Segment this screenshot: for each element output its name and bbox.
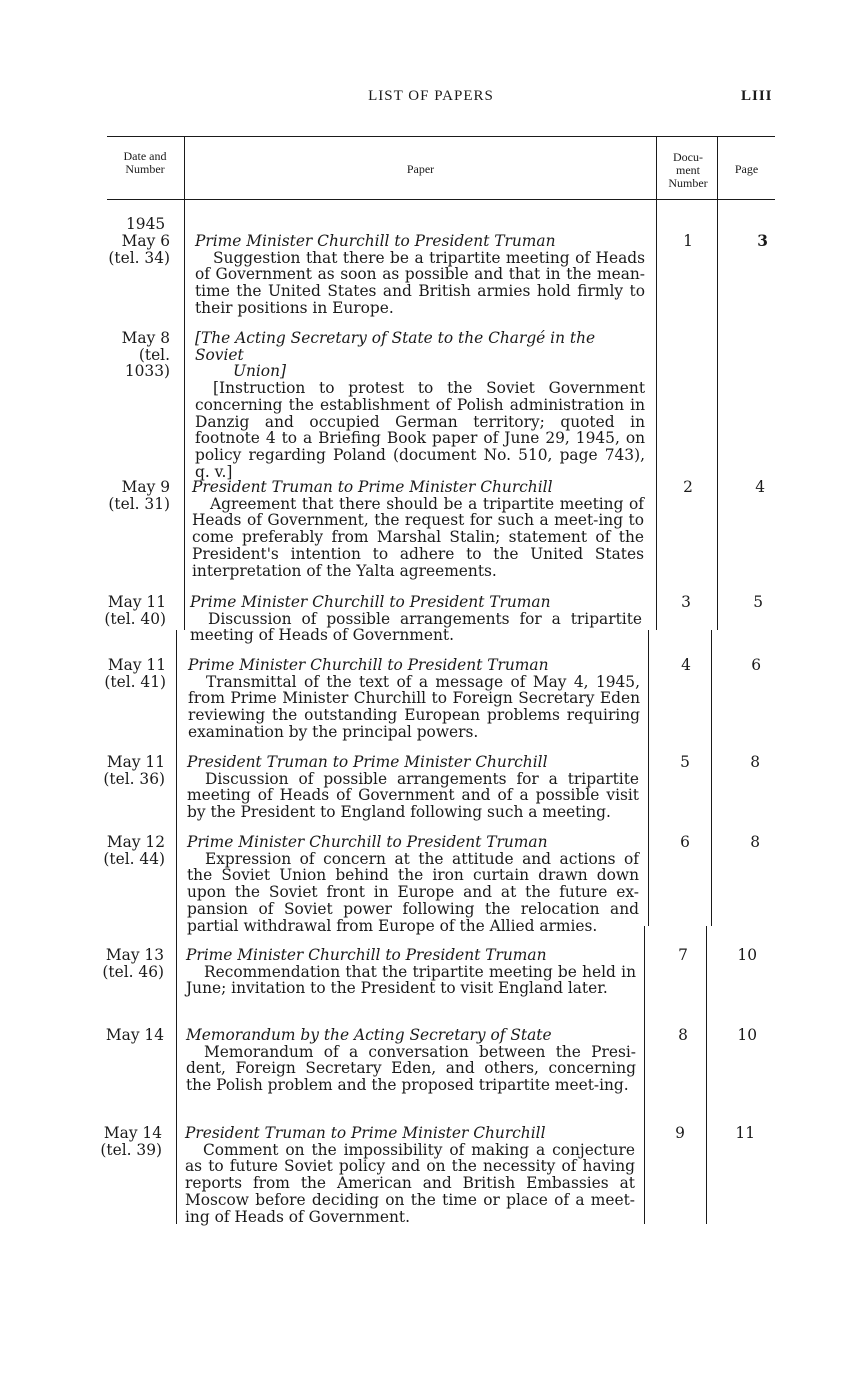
- entry-date-line: (tel. 36): [103, 769, 165, 788]
- entry-date: [108, 233, 170, 266]
- entry-title: Memorandum by the Acting Secretary of State: [186, 1026, 552, 1044]
- entry-description: Suggestion that there be a tripartite meeting of Heads of Government as soon as possible and that in the mean-time the United States and British armies hold firmly to their positions in Europe.: [195, 248, 645, 317]
- entry-title: President Truman to Prime Minister Churchill: [187, 753, 548, 771]
- entry-description: Expression of concern at the attitude and actions of the Soviet Union behind the iron curtain drawn down upon the Soviet front in Europe and at the future ex-pansion of Soviet power following the relocation and partial withdrawal from Europe of the Allied armies.: [187, 849, 639, 935]
- column-divider-paper: [656, 137, 657, 199]
- column-header-page: Page: [734, 162, 759, 176]
- entry-date-line: May 14: [105, 1026, 164, 1044]
- running-title: LIST OF PAPERS: [368, 88, 494, 104]
- entry-date: [102, 947, 164, 980]
- entry-description: Transmittal of the text of a message of May 4, 1945, from Prime Minister Churchill to Foreign Secretary Eden reviewing the outstanding European problems requiring examination by the principal powers.: [188, 672, 640, 741]
- entry-title: Prime Minister Churchill to President Truman: [187, 833, 548, 851]
- entry-page-number: 6: [751, 656, 761, 674]
- entry-date: [104, 657, 166, 690]
- entry-date-line: (tel. 41): [104, 672, 166, 691]
- entry-title: President Truman to Prime Minister Churchill: [185, 1124, 546, 1142]
- entry-paper: [185, 1125, 635, 1225]
- entry-paper: [186, 1027, 636, 1094]
- column-divider-paper-body: [656, 200, 657, 630]
- entry-page-number: 5: [753, 593, 763, 611]
- table-top-rule: [107, 136, 775, 137]
- entry-page-number: 8: [750, 833, 760, 851]
- entry-date-line: May 6: [121, 232, 170, 250]
- table-header-rule: [107, 199, 775, 200]
- entry-title: Prime Minister Churchill to President Truman: [190, 593, 551, 611]
- entry-paper: [188, 657, 640, 741]
- entry-date-line: (tel. 44): [103, 849, 165, 868]
- entry-description: Comment on the impossibility of making a conjecture as to future Soviet policy and on the necessity of having reports from the American and British Embassies at Moscow before deciding on the time or place of a meet-ing of Heads of Government.: [185, 1140, 635, 1226]
- entry-date-line: (tel. 46): [102, 962, 164, 981]
- entry-description: Discussion of possible arrangements for a tripartite meeting of Heads of Government and of a possible visit by the President to England following such a meeting.: [187, 769, 639, 822]
- column-header-paper: Paper: [406, 162, 435, 176]
- entry-document-number: 3: [681, 593, 691, 611]
- entry-document-number: 7: [678, 946, 688, 964]
- entry-page-number: 11: [735, 1124, 755, 1142]
- column-divider-paper-body-2: [648, 630, 649, 926]
- entry-paper: [195, 330, 645, 480]
- entry-page-number: 10: [737, 1026, 757, 1044]
- entry-document-number: 5: [680, 753, 690, 771]
- year-label: 1945: [126, 215, 166, 233]
- entry-description: Recommendation that the tripartite meeting be held in June; invitation to the President to visit England later.: [186, 962, 636, 998]
- entry-document-number: 4: [681, 656, 691, 674]
- entry-date: [106, 1027, 164, 1044]
- entry-date-line: May 13: [105, 946, 164, 964]
- entry-paper: [190, 594, 642, 644]
- entry-description: Discussion of possible arrangements for a tripartite meeting of Heads of Government.: [190, 609, 642, 645]
- entry-paper: [192, 479, 644, 579]
- entry-paper: [187, 834, 639, 934]
- entry-title-continued: Union]: [233, 362, 286, 381]
- column-header-date: Date and Number: [123, 149, 167, 176]
- column-divider-date-body: [184, 200, 185, 630]
- entry-date-line: (tel. 34): [108, 248, 170, 267]
- entry-title: President Truman to Prime Minister Churchill: [192, 478, 553, 496]
- entry-description: Agreement that there should be a tripartite meeting of Heads of Government, the request for such a meet-ing to come preferably from Marshal Stalin; statement of the President's intention to adhere to the United States interpretation of the Yalta agreements.: [192, 494, 644, 580]
- page-number: LIII: [741, 88, 773, 104]
- column-divider-doc-body: [717, 200, 718, 630]
- column-divider-paper-body-3: [644, 926, 645, 1224]
- entry-title: Prime Minister Churchill to President Truman: [195, 232, 556, 250]
- entry-date-line: (tel. 39): [100, 1140, 162, 1159]
- entry-date-line: May 11: [106, 753, 165, 771]
- column-header-doc: Docu- ment Number: [668, 150, 708, 190]
- entry-date-line: 1033): [124, 362, 170, 381]
- entry-document-number: 6: [680, 833, 690, 851]
- entry-paper: [187, 754, 639, 821]
- entry-date: [122, 330, 170, 380]
- entry-date-line: May 12: [106, 833, 165, 851]
- column-divider-doc-body-3: [706, 926, 707, 1224]
- entry-page-number: 4: [755, 478, 765, 496]
- entry-date-line: May 14: [103, 1124, 162, 1142]
- entry-date: [108, 479, 170, 512]
- entry-date-line: May 11: [107, 656, 166, 674]
- entry-page-number: 10: [737, 946, 757, 964]
- entry-date-line: May 8: [121, 329, 170, 347]
- entry-date: [103, 754, 165, 787]
- entry-description: [Instruction to protest to the Soviet Government concerning the establishment of Polish administration in Danzig and occupied German territory; quoted in footnote 4 to a Briefing Book paper of June 29, 1945, on policy regarding Poland (document No. 510, page 743), q. v.]: [195, 379, 645, 481]
- entry-paper: [195, 233, 645, 317]
- entry-date-line: (tel. 31): [108, 494, 170, 513]
- entry-date-line: (tel.: [138, 345, 170, 364]
- entry-document-number: 9: [675, 1124, 685, 1142]
- entry-title: Prime Minister Churchill to President Truman: [186, 946, 547, 964]
- entry-page-number: 8: [750, 753, 760, 771]
- entry-document-number: 1: [683, 232, 693, 250]
- entry-date-line: May 11: [107, 593, 166, 611]
- entry-date: [100, 1125, 162, 1158]
- entry-date-line: May 9: [121, 478, 170, 496]
- entry-document-number: 2: [683, 478, 693, 496]
- entry-title: [The Acting Secretary of State to the Chargé in the Soviet: [195, 329, 596, 364]
- entry-description: Memorandum of a conversation between the Presi-dent, Foreign Secretary Eden, and others, concerning the Polish problem and the proposed tripartite meet-ing.: [186, 1042, 636, 1095]
- entry-title: Prime Minister Churchill to President Truman: [188, 656, 549, 674]
- entry-date-line: (tel. 40): [104, 609, 166, 628]
- column-divider-date-body-2: [176, 630, 177, 1224]
- entry-paper: [186, 947, 636, 997]
- column-divider-doc-body-2: [711, 630, 712, 926]
- entry-date: [104, 594, 166, 627]
- entry-document-number: 8: [678, 1026, 688, 1044]
- entry-page-number: 3: [757, 232, 768, 250]
- entry-date: [103, 834, 165, 867]
